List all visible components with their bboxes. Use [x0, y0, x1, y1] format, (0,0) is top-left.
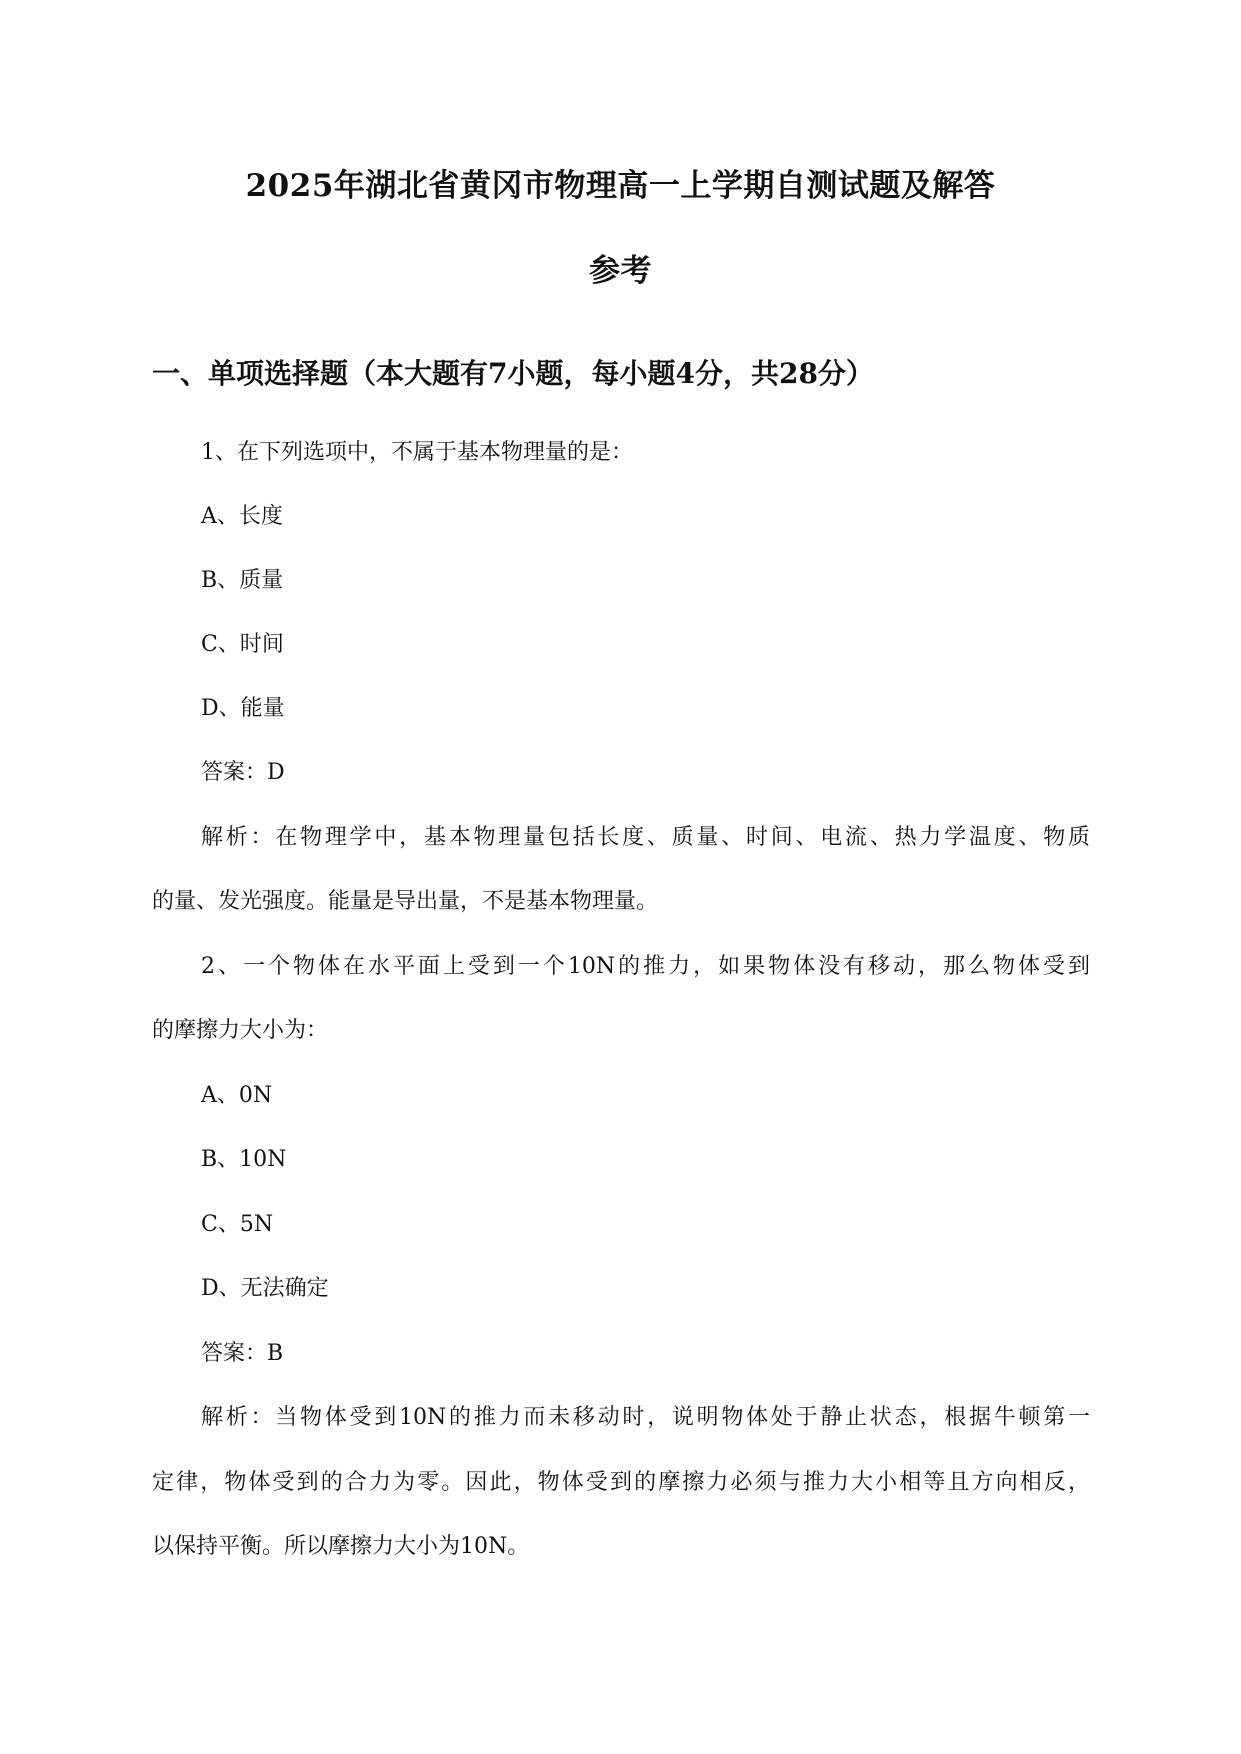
question-2-analysis-line1: 解析：当物体受到10N的推力而未移动时，说明物体处于静止状态，根据牛顿第一: [201, 1405, 1090, 1430]
document-title-line1: 2025年湖北省黄冈市物理高一上学期自测试题及解答: [245, 168, 996, 204]
question-2-stem-line2: 的摩擦力大小为：: [152, 1018, 329, 1043]
question-2-option-d: D、无法确定: [201, 1276, 329, 1301]
question-2-option-c: C、5N: [201, 1212, 274, 1237]
question-1-analysis-line1: 解析：在物理学中，基本物理量包括长度、质量、时间、电流、热力学温度、物质: [201, 825, 1090, 850]
question-2-analysis-line3: 以保持平衡。所以摩擦力大小为10N。: [152, 1534, 530, 1559]
question-2-analysis-line2: 定律，物体受到的合力为零。因此，物体受到的摩擦力必须与推力大小相等且方向相反，: [152, 1470, 1090, 1495]
question-1-stem: 1、在下列选项中，不属于基本物理量的是：: [201, 440, 633, 465]
question-1-answer: 答案：D: [201, 760, 285, 785]
question-2-stem-line1: 2、一个物体在水平面上受到一个10N的推力，如果物体没有移动，那么物体受到: [201, 954, 1090, 979]
question-1-option-c: C、时间: [201, 632, 284, 657]
question-1-option-a: A、长度: [201, 504, 283, 529]
question-2-option-a: A、0N: [201, 1083, 273, 1108]
question-1-option-b: B、质量: [201, 568, 284, 593]
section-heading: 一、单项选择题（本大题有7小题，每小题4分，共28分）: [152, 357, 874, 390]
question-2-option-b: B、10N: [201, 1147, 287, 1172]
question-2-answer: 答案：B: [201, 1341, 284, 1366]
question-1-option-d: D、能量: [201, 696, 285, 721]
document-title-line2: 参考: [589, 253, 652, 289]
question-1-analysis-line2: 的量、发光强度。能量是导出量，不是基本物理量。: [152, 889, 659, 914]
